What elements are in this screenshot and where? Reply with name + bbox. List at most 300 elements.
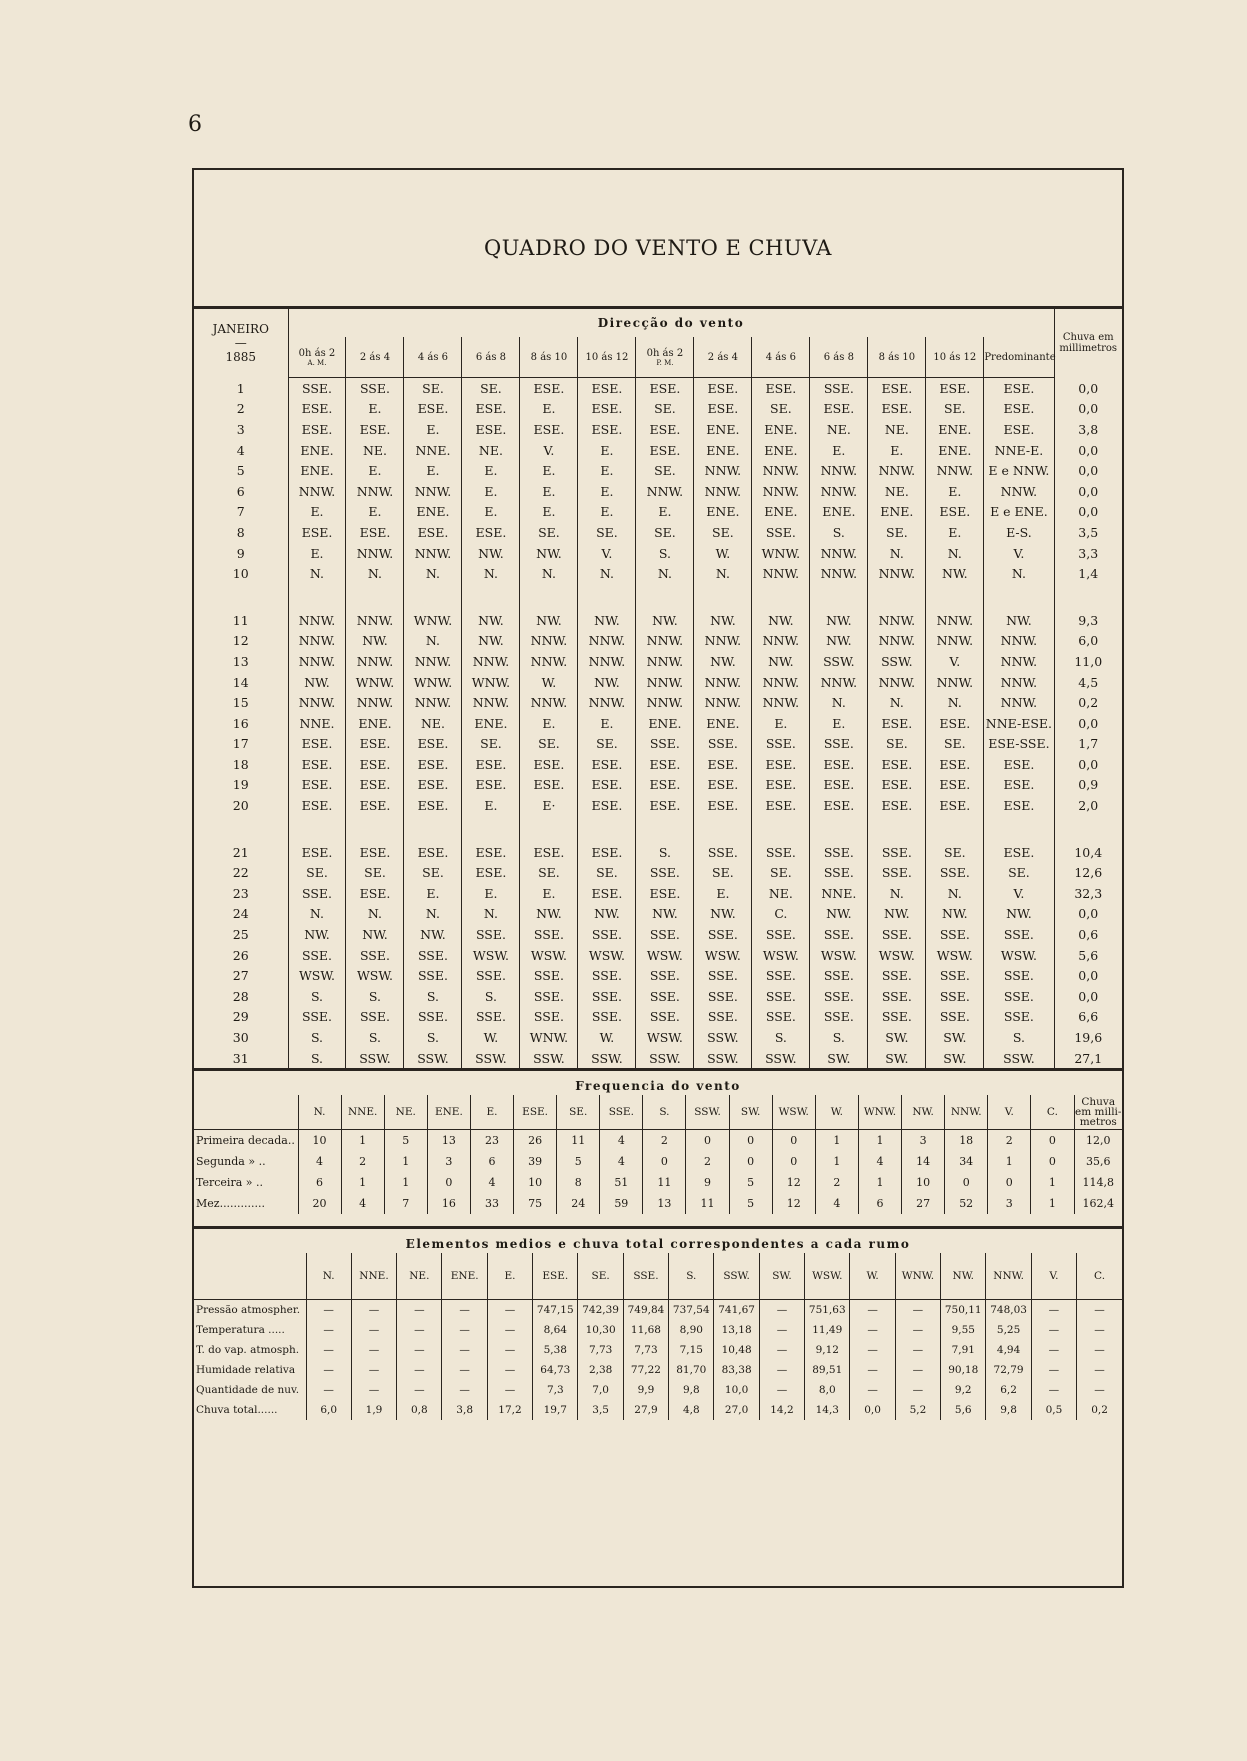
wind-col-header [926,337,984,378]
month-year-cell: JANEIRO — 1885 [194,309,288,378]
gap-cell [694,584,752,610]
wind-cell: NW. [288,924,346,945]
freq-col-header: SE. [557,1095,600,1130]
wind-cell: E. [694,883,752,904]
wind-cell: S. [288,986,346,1007]
table-row [194,1340,1122,1360]
elements-cell: 13,18 [714,1320,759,1340]
wind-cell: ESE. [752,754,810,775]
rain-cell: 19,6 [1054,1027,1122,1048]
wind-col-header-label: 2 ás 4 [707,351,738,363]
wind-cell: NNW. [578,631,636,652]
wind-cell: E. [462,502,520,523]
gap-cell [752,584,810,610]
wind-cell: WSW. [1000,947,1037,963]
wind-cell: NNW. [288,692,346,713]
wind-col-header-label: 6 ás 8 [475,351,507,363]
elements-cell: 8,64 [533,1320,578,1340]
wind-cell: SSE. [926,1007,984,1028]
elements-col-header: SSW. [714,1253,759,1300]
wind-cell: SSE. [694,986,752,1007]
freq-cell: 4 [470,1172,513,1193]
wind-cell: NNW. [926,610,984,631]
freq-cell: 1 [384,1172,427,1193]
wind-cell: ENE. [404,502,462,523]
wind-cell: WSW. [694,945,752,966]
freq-cell: 0 [945,1172,988,1193]
row-label: Humidade relativa [194,1360,306,1380]
elements-cell: — [442,1340,487,1360]
wind-cell: NNE. [404,440,462,461]
wind-cell: N. [404,631,462,652]
freq-col-header: NNW. [945,1095,988,1130]
elements-cell: 0,0 [850,1400,895,1420]
elements-cell: 1,9 [351,1400,396,1420]
wind-cell: E. [346,399,404,420]
table-row [194,883,1122,904]
day-cell: 19 [194,775,288,796]
wind-cell: E. [578,440,636,461]
wind-cell: NE. [810,419,868,440]
elements-cell: — [1031,1340,1076,1360]
wind-cell: ESE. [462,754,520,775]
wind-cell: SSE. [404,965,462,986]
freq-cell: 11 [557,1130,600,1152]
wind-cell: N. [346,563,404,584]
wind-cell: SE. [868,734,926,755]
table-row [194,1007,1122,1028]
freq-col-header: E. [470,1095,513,1130]
elements-cell: 7,73 [578,1340,623,1360]
freq-cell: 4 [341,1193,384,1214]
wind-cell: NW. [578,610,636,631]
wind-cell: NW. [752,651,810,672]
wind-cell: N. [636,563,694,584]
wind-col-header-label: 4 ás 6 [765,351,796,363]
wind-cell: ESE. [1003,777,1035,793]
wind-cell: SSE. [1003,927,1034,943]
frequency-section [194,1068,1122,1214]
wind-cell: N. [346,904,404,925]
wind-cell: ESE. [926,502,984,523]
day-cell: 16 [194,713,288,734]
elements-cell: — [487,1340,532,1360]
freq-cell: 12 [772,1172,815,1193]
wind-cell: ESE. [636,378,694,399]
wind-col-header [520,337,578,378]
wind-cell: NNW. [520,631,578,652]
wind-cell: NNW. [578,651,636,672]
freq-cell: 1 [858,1172,901,1193]
rain-cell: 12,6 [1054,862,1122,883]
table-row [194,795,1122,816]
elements-cell: 747,15 [533,1300,578,1321]
wind-cell: ESE. [346,842,404,863]
wind-cell: ESE. [578,775,636,796]
rain-cell: 2,0 [1054,795,1122,816]
elements-cell: — [850,1340,895,1360]
wind-col-header [462,337,520,378]
table-row [194,692,1122,713]
freq-col-header: C. [1031,1095,1074,1130]
elements-cell: — [487,1320,532,1340]
elements-cell: — [895,1300,940,1321]
rain-cell: 0,9 [1054,775,1122,796]
wind-cell: NW. [462,543,520,564]
wind-cell: NNE. [810,883,868,904]
wind-cell: NNW. [1000,695,1038,711]
wind-cell: SSE. [868,986,926,1007]
elements-cell: 9,12 [805,1340,850,1360]
freq-cell: 39 [514,1151,557,1172]
elements-cell: — [306,1320,351,1340]
table-row [194,563,1122,584]
freq-cell: 23 [470,1130,513,1152]
wind-cell: SSW. [694,1027,752,1048]
day-cell: 21 [194,842,288,863]
wind-section [194,309,1122,1068]
year-label: 1885 [225,350,257,365]
wind-cell: N. [868,543,926,564]
gap-cell [926,816,984,842]
wind-cell: SSE. [810,1007,868,1028]
day-cell: 25 [194,924,288,945]
wind-cell: ESE. [346,883,404,904]
gap-cell [1054,584,1122,610]
elements-cell: — [306,1300,351,1321]
wind-cell: ESE. [810,795,868,816]
page-title: QUADRO DO VENTO E CHUVA [484,236,832,260]
elements-cell: — [397,1320,442,1340]
frequency-label: Frequencia do vento [575,1079,741,1094]
wind-cell: V. [1013,545,1025,561]
rain-cell: 0,0 [1054,713,1122,734]
wind-cell: SSE. [346,1007,404,1028]
elements-cell: 8,90 [669,1320,714,1340]
freq-cell: 3 [988,1193,1031,1214]
elements-cell: — [306,1380,351,1400]
wind-col-header [694,337,752,378]
wind-col-header [810,337,868,378]
wind-cell: N. [926,543,984,564]
elements-cell: — [351,1340,396,1360]
wind-col-header [578,337,636,378]
wind-cell: ESE. [1003,756,1035,772]
gap-cell [984,816,1054,842]
blank-cell [194,1253,306,1300]
freq-cell: 6 [858,1193,901,1214]
wind-cell: SSE. [288,945,346,966]
elements-cell: 83,38 [714,1360,759,1380]
wind-cell: E. [404,883,462,904]
wind-cell: E. [462,481,520,502]
elements-cell: — [351,1380,396,1400]
wind-cell: SW. [810,1048,868,1069]
wind-cell: SSE. [636,924,694,945]
freq-col-header: NNE. [341,1095,384,1130]
wind-cell: E. [578,481,636,502]
wind-cell: NNE. [288,713,346,734]
wind-cell: SE. [1008,865,1030,881]
wind-cell: SSE. [810,924,868,945]
wind-cell: SSE. [636,986,694,1007]
wind-cell: SSE. [462,965,520,986]
elements-col-header: NE. [397,1253,442,1300]
freq-cell: 1 [815,1151,858,1172]
table-row [194,378,1122,399]
gap-cell [462,584,520,610]
wind-cell: NNW. [926,672,984,693]
wind-cell: ESE. [404,522,462,543]
elements-col-header: NNW. [986,1253,1031,1300]
wind-cell: S. [810,1027,868,1048]
title-box [194,170,1122,309]
elements-cell: 5,25 [986,1320,1031,1340]
day-cell: 5 [194,460,288,481]
wind-cell: N. [926,692,984,713]
wind-cell: SSE. [636,734,694,755]
elements-cell: — [1094,1344,1105,1357]
wind-cell: NW. [346,631,404,652]
wind-cell: ESE. [462,842,520,863]
wind-cell: ESE. [926,713,984,734]
wind-cell: N. [462,904,520,925]
gap-cell [520,816,578,842]
wind-cell: N. [288,904,346,925]
freq-cell: 7 [384,1193,427,1214]
elements-cell: 9,55 [941,1320,986,1340]
wind-cell: ESE. [636,775,694,796]
wind-cell: NW. [694,610,752,631]
elements-cell: 11,68 [623,1320,668,1340]
freq-cell: 18 [945,1130,988,1152]
wind-cell: E. [346,502,404,523]
wind-cell: N. [520,563,578,584]
wind-cell: SE. [926,842,984,863]
elements-col-header: SW. [759,1253,804,1300]
gap-cell [346,816,404,842]
wind-cell: E e NNW. [988,463,1050,479]
wind-col-header [346,337,404,378]
wind-cell: ESE. [926,754,984,775]
wind-cell: ESE. [288,842,346,863]
wind-cell: C. [752,904,810,925]
freq-cell: 1 [1031,1193,1074,1214]
wind-cell: SW. [868,1048,926,1069]
wind-cell: SE. [926,399,984,420]
freq-cell: 5 [557,1151,600,1172]
wind-cell: ESE. [346,734,404,755]
wind-cell: N. [926,883,984,904]
wind-cell: V. [520,440,578,461]
wind-cell: E. [520,481,578,502]
freq-cell: 27 [902,1193,945,1214]
wind-cell: N. [1011,566,1026,582]
wind-cell: NNW. [752,631,810,652]
wind-cell: NW. [520,904,578,925]
wind-cell: S. [1012,1030,1025,1046]
table-row [194,986,1122,1007]
day-cell: 18 [194,754,288,775]
elements-table [194,1253,1122,1420]
rain-cell: 0,0 [1054,502,1122,523]
elements-cell: 6,0 [306,1400,351,1420]
wind-cell: ESE. [578,419,636,440]
wind-cell: SSW. [520,1048,578,1069]
wind-cell: ENE. [868,502,926,523]
elements-col-header: SSE. [623,1253,668,1300]
wind-cell: N. [404,563,462,584]
wind-cell: ENE. [288,460,346,481]
wind-cell: ESE. [1003,421,1035,437]
wind-cell: S. [404,1027,462,1048]
wind-cell: SE. [926,734,984,755]
wind-cell: SSE. [346,945,404,966]
wind-cell: ESE. [404,399,462,420]
wind-cell: SSE. [810,965,868,986]
wind-cell: NNW. [752,692,810,713]
freq-rain-cell: 35,6 [1086,1155,1111,1169]
elements-cell: — [442,1380,487,1400]
wind-cell: ESE. [346,754,404,775]
row-label: Quantidade de nuv. [194,1380,306,1400]
rain-cell: 1,4 [1054,563,1122,584]
wind-cell: E. [636,502,694,523]
wind-cell: NE. [404,713,462,734]
wind-cell: SE. [288,862,346,883]
wind-cell: SSE. [810,986,868,1007]
row-label: Mez............. [194,1193,298,1214]
wind-cell: ESE. [346,775,404,796]
table-row [194,754,1122,775]
wind-cell: NW. [346,924,404,945]
freq-col-header: N. [298,1095,341,1130]
wind-cell: SSE. [1003,968,1034,984]
elements-cell: — [487,1360,532,1380]
freq-cell: 2 [341,1151,384,1172]
wind-cell: NNW. [1000,674,1038,690]
wind-cell: ESE. [578,378,636,399]
table-row [194,610,1122,631]
wind-cell: SE. [636,399,694,420]
wind-cell: NW. [694,651,752,672]
rain-cell: 6,0 [1054,631,1122,652]
freq-cell: 2 [643,1130,686,1152]
freq-cell: 1 [988,1151,1031,1172]
elements-cell: — [1094,1324,1105,1337]
freq-cell: 8 [557,1172,600,1193]
wind-cell: NW. [636,904,694,925]
wind-cell: ESE. [578,795,636,816]
freq-cell: 5 [384,1130,427,1152]
wind-cell: NNW. [810,563,868,584]
page-number: 6 [188,112,202,137]
elements-cell: 64,73 [533,1360,578,1380]
wind-cell: NE. [868,419,926,440]
gap-cell [404,584,462,610]
wind-cell: NNW. [346,481,404,502]
wind-cell: ENE. [694,502,752,523]
wind-cell: NNW. [868,610,926,631]
wind-cell: ESE. [578,754,636,775]
table-row [194,904,1122,925]
freq-col-header: WSW. [772,1095,815,1130]
freq-cell: 1 [384,1151,427,1172]
rain-cell: 9,3 [1054,610,1122,631]
wind-cell: N. [868,883,926,904]
frequency-table [194,1095,1122,1214]
wind-cell: SE. [578,734,636,755]
wind-cell: NNW. [404,692,462,713]
wind-cell: N. [868,692,926,713]
day-cell: 10 [194,563,288,584]
table-row [194,502,1122,523]
wind-cell: WSW. [810,945,868,966]
wind-cell: E. [520,713,578,734]
wind-cell: NNW. [462,692,520,713]
wind-cell: SSE. [520,986,578,1007]
freq-cell: 10 [514,1172,557,1193]
wind-cell: SSE. [578,965,636,986]
wind-cell: ESE. [404,842,462,863]
wind-cell: E. [288,502,346,523]
freq-cell: 0 [1031,1130,1074,1152]
wind-cell: ESE. [288,754,346,775]
wind-cell: WNW. [520,1027,578,1048]
row-label: T. do vap. atmosph. [194,1340,306,1360]
wind-cell: ESE. [288,522,346,543]
elements-cell: — [306,1340,351,1360]
wind-cell: NNE-E. [994,442,1044,458]
rain-cell: 0,0 [1054,481,1122,502]
wind-cell: ESE. [926,378,984,399]
wind-cell: SSE. [752,965,810,986]
wind-cell: NNW. [694,481,752,502]
rain-cell: 4,5 [1054,672,1122,693]
elements-cell: — [895,1380,940,1400]
elements-cell: — [850,1380,895,1400]
elements-col-header: E. [487,1253,532,1300]
elements-cell: 14,2 [759,1400,804,1420]
wind-cell: SSW. [694,1048,752,1069]
wind-cell: E. [926,481,984,502]
wind-cell: WSW. [288,965,346,986]
wind-cell: SE. [404,862,462,883]
wind-cell: N. [288,563,346,584]
gap-cell [926,584,984,610]
elements-cell: — [895,1320,940,1340]
wind-cell: NNW. [636,692,694,713]
wind-cell: SSW. [636,1048,694,1069]
gap-cell [984,584,1054,610]
rain-cell: 3,8 [1054,419,1122,440]
wind-cell: ESE. [520,754,578,775]
wind-cell: V. [578,543,636,564]
wind-cell: ESE. [926,775,984,796]
freq-cell: 12 [772,1193,815,1214]
rain-cell: 6,6 [1054,1007,1122,1028]
wind-cell: ESE. [288,795,346,816]
elements-cell: — [487,1380,532,1400]
row-label: Terceira » .. [194,1172,298,1193]
freq-cell: 0 [772,1130,815,1152]
row-label: Temperatura ..... [194,1320,306,1340]
day-cell: 6 [194,481,288,502]
wind-cell: SE. [868,522,926,543]
wind-cell: NNE-ESE. [985,715,1053,731]
table-row [194,543,1122,564]
wind-cell: ESE. [636,440,694,461]
